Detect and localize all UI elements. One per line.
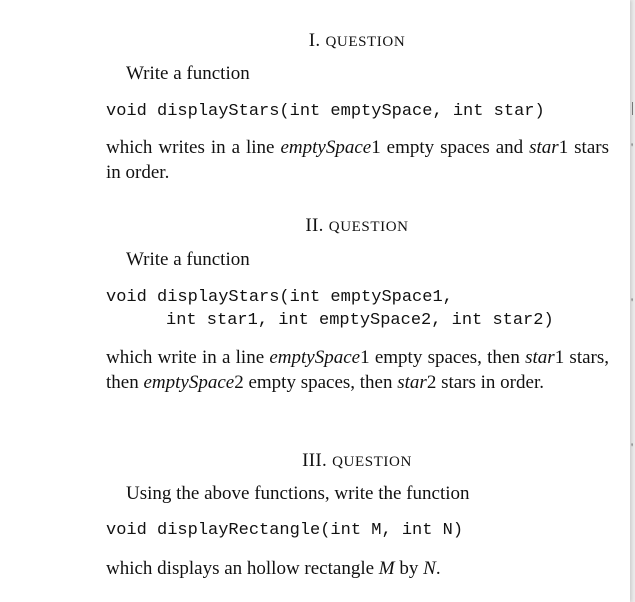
math-index: 2: [234, 372, 244, 393]
math-var: M: [378, 558, 395, 579]
desc-text: stars, then: [106, 347, 610, 393]
question-description: [106, 556, 609, 581]
question-description: [106, 345, 609, 395]
math-index: 1: [371, 137, 381, 158]
section-numeral: II.: [305, 215, 324, 236]
math-var: emptySpace: [269, 347, 361, 368]
math-index: 1: [554, 347, 565, 368]
math-index: 1: [558, 137, 569, 158]
desc-text: .: [435, 558, 441, 579]
section-numeral: I.: [308, 30, 321, 51]
desc-text: empty spaces, then: [369, 347, 526, 368]
math-var: star: [397, 372, 427, 393]
section-title: QUESTION: [328, 219, 409, 235]
question-intro: Using the above functions, write the function: [126, 483, 470, 504]
math-var: emptySpace: [280, 137, 372, 158]
desc-text: empty spaces, then: [243, 372, 398, 393]
math-index: 2: [426, 372, 437, 393]
clipped-edge-mark: ': [631, 295, 634, 309]
section-numeral: III.: [302, 450, 328, 471]
function-signature: void displayRectangle(int M, int N): [106, 521, 464, 540]
section-title: QUESTION: [332, 454, 412, 470]
function-signature-line-2: int star1, int emptySpace2, int star2): [166, 311, 554, 330]
math-var: star: [529, 137, 559, 158]
math-index: 1: [360, 347, 370, 368]
section-title: QUESTION: [325, 34, 406, 50]
clipped-edge-mark: ': [631, 440, 634, 454]
desc-text: empty spaces and: [380, 137, 530, 158]
section-heading-1: [0, 30, 635, 52]
desc-text: by: [394, 558, 424, 579]
clipped-edge-mark: |: [631, 100, 635, 116]
desc-text: which displays an hollow rectangle: [106, 558, 379, 579]
question-intro: Write a function: [126, 249, 250, 270]
section-heading-2: [0, 215, 635, 237]
desc-text: which write in a line: [106, 347, 270, 368]
desc-text: stars in order.: [106, 137, 609, 183]
desc-text: stars in order.: [436, 372, 544, 393]
math-var: emptySpace: [143, 372, 235, 393]
math-var: star: [525, 347, 555, 368]
question-intro: Write a function: [126, 63, 250, 84]
math-var: N: [423, 558, 436, 579]
desc-text: which writes in a line: [106, 137, 281, 158]
question-description: [106, 135, 609, 185]
section-heading-3: [0, 450, 635, 472]
function-signature: void displayStars(int emptySpace, int star): [106, 102, 545, 121]
function-signature-line-1: void displayStars(int emptySpace1,: [106, 288, 453, 307]
clipped-edge-mark: ': [631, 140, 634, 154]
